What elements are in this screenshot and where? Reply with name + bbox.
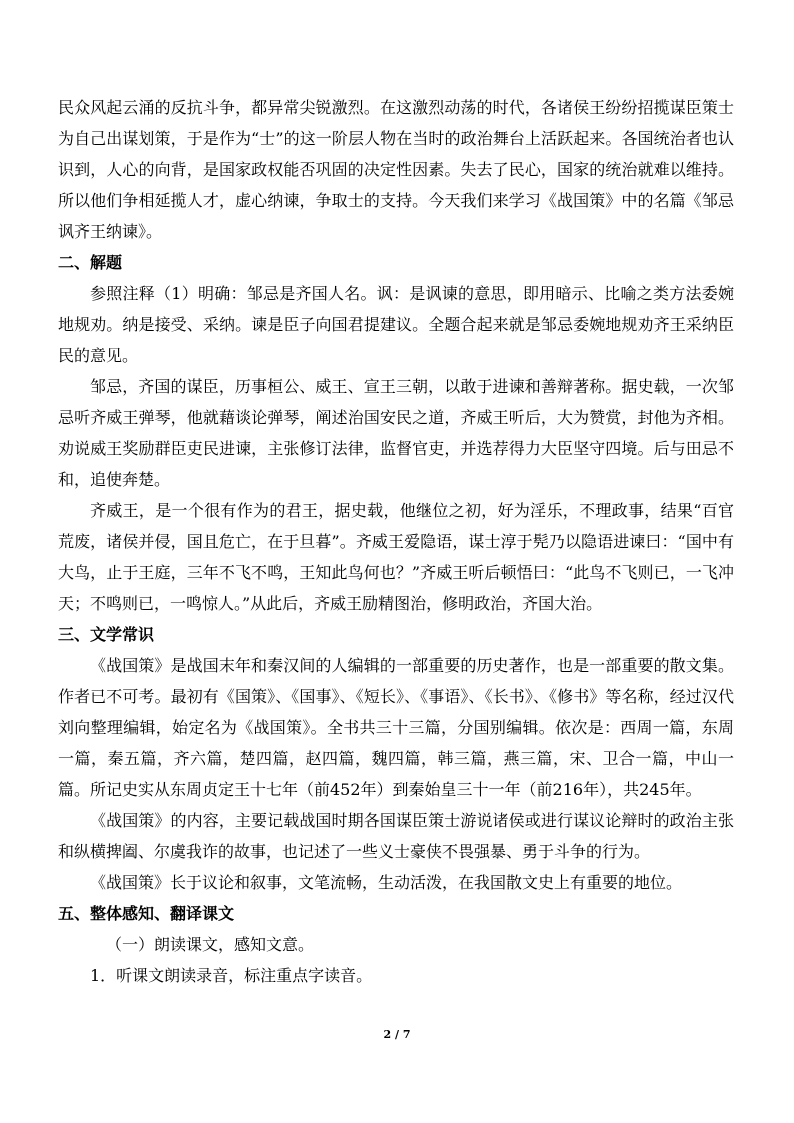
paragraph-zouji: 邹忌，齐国的谋臣，历事桓公、威王、宣王三朝，以敢于进谏和善辩著称。据史载，一次邹忌听齐威王弹琴，他就藉谈论弹琴，阐述治国安民之道，齐威王听后，大为赞赏，封他为齐相。劝说威王奖励群臣吏民进谏，主张修订法律，监督官吏，并选荐得力大臣坚守四境。后与田忌不和，追使奔楚。 [58,377,734,489]
paragraph-intro-continued: 民众风起云涌的反抗斗争，都异常尖锐激烈。在这激烈动荡的时代，各诸侯王纷纷招揽谋臣策士为自己出谋划策，于是作为“士”的这一阶层人物在当时的政治舞台上活跃起来。各国统治者也认识到，人心的向背，是国家政权能否巩固的决定性因素。失去了民心，国家的统治就难以维持。所以他们争相延揽人才，虚心纳谏，争取士的支持。今天我们来学习《战国策》中的名篇《邹忌讽齐王纳谏》。 [58,98,734,241]
paragraph-zhanguoce-intro: 《战国策》是战国末年和秦汉间的人编辑的一部重要的历史著作，也是一部重要的散文集。作者已不可考。最初有《国策》、《国事》、《短长》、《事语》、《长书》、《修书》等名称，经过汉代刘向整理编辑，始定名为《战国策》。全书共三十三篇，分国别编辑。依次是：西周一篇，东周一篇，秦五篇，齐六篇，楚四篇，赵四篇，魏四篇，韩三篇，燕三篇，宋、卫合一篇，中山一篇。所记史实从东周贞定王十七年（前452年）到秦始皇三十一年（前216年），共245年。 [58,656,734,799]
paragraph-title-explanation: 参照注释（1）明确：邹忌是齐国人名。讽：是讽谏的意思，即用暗示、比喻之类方法委婉地规劝。纳是接受、采纳。谏是臣子向国君提建议。全题合起来就是邹忌委婉地规劝齐王采纳臣民的意见。 [58,284,734,365]
heading-zhengti: 五、整体感知、翻译课文 [58,904,235,923]
paragraph-listening: 1．听课文朗读录音，标注重点字读音。 [90,966,373,985]
paragraph-zhanguoce-content: 《战国策》的内容，主要记载战国时期各国谋臣策士游说诸侯或进行谋议论辩时的政治主张和纵横捭阖、尔虞我诈的故事，也记述了一些义士豪侠不畏强暴、勇于斗争的行为。 [58,811,734,861]
page-number: 2 / 7 [383,1028,411,1041]
paragraph-qiweiwang: 齐威王，是一个很有作为的君王，据史载，他继位之初，好为淫乐，不理政事，结果“百官荒废，诸侯并侵，国且危亡，在于旦暮”。齐威王爱隐语，谋士淳于髡乃以隐语进谏曰：“国中有大鸟，止于王庭，三年不飞不鸣，王知此鸟何也？”齐威王听后顿悟曰：“此鸟不飞则已，一飞冲天；不鸣则已，一鸣惊人。”从此后，齐威王励精图治，修明政治，齐国大治。 [58,501,734,613]
heading-jieti: 二、解题 [58,253,123,272]
paragraph-zhanguoce-style: 《战国策》长于议论和叙事，文笔流畅，生动活泼，在我国散文史上有重要的地位。 [90,873,683,892]
document-body [58,92,734,991]
paragraph-reading: （一）朗读课文，感知文意。 [106,935,315,954]
heading-wenxue: 三、文学常识 [58,625,155,644]
